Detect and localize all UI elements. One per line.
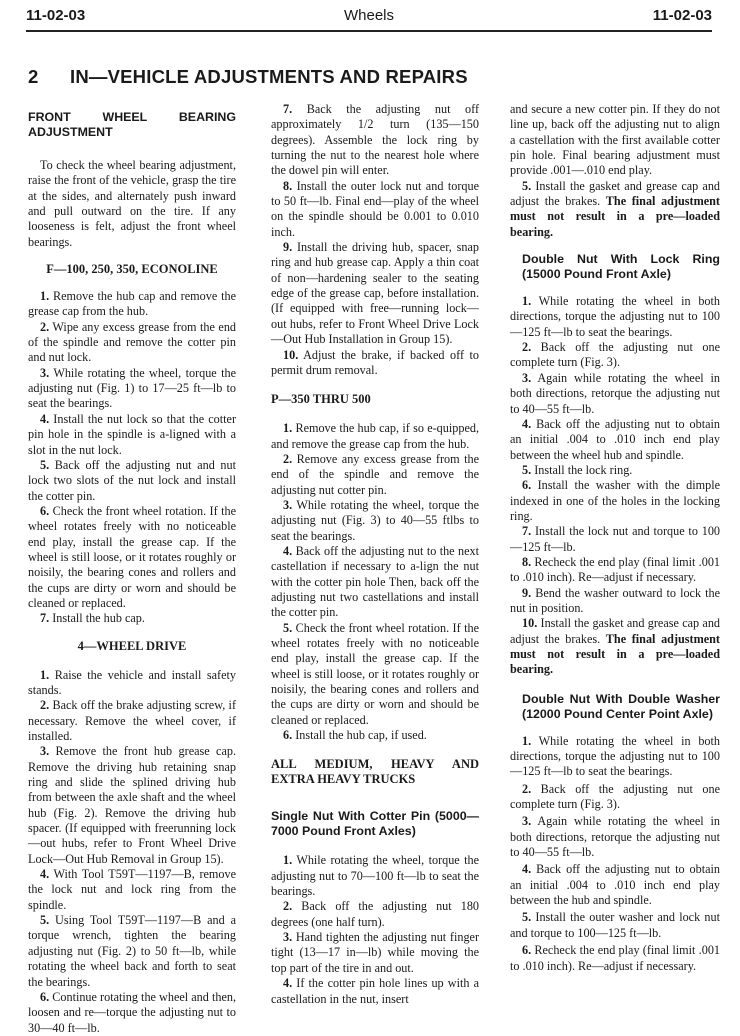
heading-p350: P—350 THRU 500: [271, 392, 371, 407]
intro-paragraph: To check the wheel bearing adjustment, raise the front of the vehicle, grasp the tire at the sides, and alternately push inward and pull outward on the tire. If any looseness is felt, adjust the front wheel bearings.: [28, 158, 236, 249]
step-number: 3.: [283, 497, 293, 512]
step-number: 7.: [40, 611, 50, 626]
step-number: 9.: [283, 240, 293, 255]
heading-4wd: 4—WHEEL DRIVE: [77, 638, 187, 653]
heading-f100: F—100, 250, 350, ECONOLINE: [46, 262, 218, 277]
section-title: IN—VEHICLE ADJUSTMENTS AND REPAIRS: [70, 66, 468, 87]
step-paragraph: [271, 853, 479, 899]
step-paragraph: [510, 862, 720, 908]
step-number: 6.: [522, 943, 532, 958]
step-paragraph: [510, 478, 720, 524]
step-text: Remove the hub cap and remove the grease cap from the hub.: [28, 289, 236, 319]
step-paragraph: [28, 867, 236, 913]
step-text: Install the outer washer and lock nut and torque to 100—125 ft—lb.: [510, 910, 721, 940]
step-number: 6.: [283, 728, 293, 743]
step-number: 7.: [283, 102, 293, 116]
step-number: 6.: [522, 478, 532, 493]
step-paragraph: [271, 899, 479, 930]
step-paragraph: [28, 611, 236, 626]
step-text: While rotating the wheel, torque the adjusting nut (Fig. 3) to 40—55 ftlbs to seat the bearings.: [271, 497, 479, 543]
step-text: Install the driving hub, spacer, snap ring and hub grease cap. Apply a thin coat of non—hardening sealer to the seating edge of the grease cap, before installation. (If equipped with free—running lock—out hubs, refer to Front Wheel Drive Lock—Out Hub Installation in Group 15).: [271, 240, 479, 347]
step-paragraph: [271, 621, 479, 728]
step-number: 4.: [40, 411, 50, 426]
step-paragraph: [271, 498, 479, 544]
step-number: 3.: [522, 370, 532, 385]
section-heading: [28, 66, 728, 88]
step-number: 2.: [283, 899, 293, 914]
step-paragraph: [510, 586, 720, 617]
step-text: Install the lock ring.: [534, 462, 633, 477]
column-1: [28, 102, 236, 1036]
step-text: Back off the adjusting nut to obtain an initial .004 to .010 inch end play between the hub and spindle.: [510, 862, 721, 908]
step-paragraph: [510, 463, 720, 478]
step-text: Install the washer with the dimple indexed in one of the holes in the locking ring.: [510, 478, 720, 523]
step-paragraph: [28, 698, 236, 744]
step-number: 2.: [522, 781, 532, 796]
double-washer-steps-list: [510, 734, 720, 974]
step-text: Back off the brake adjusting screw, if necessary. Remove the wheel cover, if installed.: [28, 698, 236, 743]
step-text: Check the front wheel rotation. If the wheel rotates freely with no noticeable end play, install the grease cap. If the wheel is still loose, or it rotates roughly or noisily, the bearing cones and rollers and the cups are dirty or worn and should be cleaned or replaced.: [28, 503, 237, 610]
step-text: Continue rotating the wheel and then, loosen and re—torque the adjusting nut to 30—40 ft—lb.: [28, 989, 236, 1035]
step-paragraph: [28, 990, 236, 1036]
step-text: While rotating the wheel, torque the adjusting nut to 70—100 ft—lb to seat the bearings.: [271, 853, 479, 899]
step-number: 5.: [283, 620, 293, 635]
step-paragraph: [510, 179, 720, 240]
step-text: Remove the front hub grease cap. Remove the driving hub retaining snap ring and slide the splined driving hub from between the axle shaft and the wheel hub (Fig. 2). Remove the driving hub spacer. (If equipped with freerunning lock—out hubs, refer to Front Wheel Drive Lock—Out Hub Removal in Group 15).: [28, 744, 237, 866]
step-paragraph: [271, 102, 479, 179]
step-text: Wipe any excess grease from the end of the spindle and remove the cotter pin and nut lock.: [28, 319, 237, 365]
step-number: 4.: [40, 867, 50, 882]
step-number: 5.: [40, 913, 50, 928]
4wd-continued-steps: [271, 102, 479, 378]
step-number: 2.: [283, 451, 293, 466]
4wd-steps-list: [28, 668, 236, 1036]
step-paragraph: [510, 340, 720, 371]
step-text: Back off the adjusting nut and nut lock two slots of the nut lock and install the cotter pin.: [28, 457, 237, 503]
heading-double-nut-double-washer: Double Nut With Double Washer (12000 Pound Center Point Axle): [522, 691, 720, 721]
step-number: 2.: [40, 698, 50, 713]
step-text: Install the hub cap.: [52, 611, 145, 626]
step-text: If the cotter pin hole lines up with a castellation in the nut, insert: [271, 976, 479, 1006]
column-2: [271, 102, 479, 1007]
step-number: 6.: [40, 503, 50, 518]
step-number: 4.: [522, 862, 532, 877]
step-number: 2.: [40, 319, 50, 334]
step-paragraph: [271, 976, 479, 1007]
step-text: Raise the vehicle and install safety stands.: [28, 667, 236, 697]
step-paragraph: [510, 814, 720, 860]
step-text: While rotating the wheel, torque the adjusting nut (Fig. 1) to 17—25 ft—lb to seat the bearings.: [28, 365, 236, 411]
step-text: Adjust the brake, if backed off to permit drum removal.: [271, 347, 479, 377]
step-number: 4.: [283, 976, 293, 991]
step-text: Hand tighten the adjusting nut finger tight (13—17 in—lb) while moving the top part of the tire in and out.: [271, 930, 480, 975]
step-text: Check the front wheel rotation. If the wheel rotates freely with no noticeable end play, install the grease cap. If the wheel is still loose, or it rotates roughly or noisily, the bearing cones and rollers and the cups are dirty or worn and should be cleaned or replaced.: [271, 620, 480, 727]
step-number: 9.: [522, 585, 532, 600]
step-text: While rotating the wheel in both directions, torque the adjusting nut to 100—125 ft—lb to seat the bearings.: [510, 294, 721, 339]
step-number: 3.: [283, 930, 293, 945]
step-text: Back the adjusting nut off approximately 1/2 turn (135—150 degrees). Assemble the lock ring by turning the nut to the nearest hole where the dowel pin will enter.: [271, 102, 480, 178]
step-text: Back off the adjusting nut to obtain an initial .004 to .010 inch end play between the wheel hub and spindle.: [510, 416, 721, 462]
step-number: 5.: [522, 178, 532, 193]
warning-text: The final adjustment must not result in a pre—loaded bearing.: [510, 194, 720, 239]
step-number: 1.: [40, 289, 50, 304]
step-number: 5.: [522, 910, 532, 925]
step-number: 10.: [283, 347, 299, 362]
page-number-right: 11-02-03: [652, 7, 712, 24]
step-text: Install the lock nut and torque to 100—125 ft—lb.: [510, 524, 721, 554]
continued-paragraph: and secure a new cotter pin. If they do not line up, back off the adjusting nut to align a castellation with the first available cotter pin hole. Final bearing adjustment must provide .001—.010 end play.: [510, 102, 720, 178]
p350-steps-list: [271, 421, 479, 743]
step-paragraph: [510, 910, 720, 941]
step-paragraph: [271, 240, 479, 347]
step-text: Recheck the end play (final limit .001 to .010 inch). Re—adjust if necessary.: [510, 943, 721, 973]
step-paragraph: [510, 943, 720, 974]
step-paragraph: [271, 179, 479, 240]
step-paragraph: [28, 289, 236, 320]
step-text: Install the nut lock so that the cotter pin hole in the spindle is a-ligned with a slot in the nut lock.: [28, 411, 237, 457]
step-text: Remove the hub cap, if so e-quipped, and remove the grease cap from the hub.: [271, 421, 479, 451]
heading-front-wheel-bearing: FRONT WHEEL BEARING ADJUSTMENT: [28, 110, 236, 139]
step-number: 5.: [40, 457, 50, 472]
step-paragraph: [271, 348, 479, 379]
step-text: Back off the adjusting nut one complete turn (Fig. 3).: [510, 340, 720, 370]
chapter-title: Wheels: [343, 7, 395, 24]
heading-double-nut-lock-ring: Double Nut With Lock Ring (15000 Pound Front Axle): [522, 252, 720, 282]
step-paragraph: [271, 728, 479, 743]
step-number: 4.: [283, 543, 293, 558]
step-paragraph: [510, 371, 720, 417]
section-number: 2: [28, 66, 39, 87]
step-text: Back off the adjusting nut one complete turn (Fig. 3).: [510, 781, 720, 812]
f100-steps-list: [28, 289, 236, 627]
step-number: 3.: [522, 814, 532, 829]
step-paragraph: [271, 544, 479, 621]
step-number: 8.: [283, 178, 293, 193]
step-text: With Tool T59T—1197—B, remove the lock nut and lock ring from the spindle.: [28, 867, 236, 912]
step-number: 3.: [40, 365, 50, 380]
step-number: 1.: [283, 421, 293, 436]
step-paragraph: [510, 294, 720, 340]
step-text: Install the hub cap, if used.: [295, 728, 427, 743]
step-paragraph: [271, 421, 479, 452]
step-paragraph: [28, 458, 236, 504]
step-paragraph: [28, 320, 236, 366]
warning-text: The final adjustment must not result in a pre—loaded bearing.: [510, 631, 720, 677]
heading-single-nut-cotter: Single Nut With Cotter Pin (5000—7000 Pound Front Axles): [271, 809, 479, 839]
step-number: 1.: [522, 294, 532, 309]
step-number: 10.: [522, 616, 538, 631]
step-number: 1.: [283, 853, 293, 868]
step-text: Again while rotating the wheel in both directions, retorque the adjusting nut to 40—55 ft—lb.: [510, 370, 720, 416]
step-text: While rotating the wheel in both directions, torque the adjusting nut to 100—125 ft—lb to seat the bearings.: [510, 733, 721, 779]
step-paragraph: [28, 504, 236, 611]
step-paragraph: [510, 734, 720, 780]
page-header: [26, 4, 712, 32]
step-paragraph: [510, 555, 720, 586]
step-paragraph: [28, 744, 236, 867]
step-text: Again while rotating the wheel in both directions, retorque the adjusting nut to 40—55 ft—lb.: [510, 814, 720, 860]
step-text: Install the gasket and grease cap and adjust the brakes.: [510, 178, 721, 209]
step-text: Remove any excess grease from the end of the spindle and remove the adjusting nut cotter pin.: [271, 451, 479, 497]
page-number-left: 11-02-03: [26, 7, 86, 24]
step-paragraph: [510, 417, 720, 463]
step-paragraph: [271, 930, 479, 976]
step-number: 4.: [522, 416, 532, 431]
step-text: Recheck the end play (final limit .001 to .010 inch). Re—adjust if necessary.: [510, 554, 721, 585]
heading-medium-heavy-trucks: ALL MEDIUM, HEAVY AND EXTRA HEAVY TRUCKS: [271, 757, 479, 787]
step-text: Bend the washer outward to lock the nut in position.: [510, 585, 720, 615]
single-nut-steps-list: [271, 853, 479, 1006]
step-paragraph: [510, 782, 720, 813]
step-text: Back off the adjusting nut to the next castellation if necessary to a-lign the nut with the cotter pin hole Then, back off the adjusting nut two castellations and install the cotter pin.: [271, 543, 479, 620]
step-text: Using Tool T59T—1197—B and a torque wrench, tighten the bearing adjusting nut (Fig. 2) to 50 ft—lb, while rotating the wheel back and forth to seat the bearings.: [28, 913, 236, 989]
step-text: Install the gasket and grease cap and adjust the brakes.: [510, 616, 721, 646]
step-paragraph: [28, 412, 236, 458]
step-number: 2.: [522, 340, 532, 355]
step-text: Back off the adjusting nut 180 degrees (one half turn).: [271, 899, 480, 929]
step-paragraph: [510, 616, 720, 677]
step-number: 7.: [522, 524, 532, 539]
step-number: 1.: [522, 733, 532, 748]
step-number: 1.: [40, 667, 50, 682]
column-3: [510, 102, 720, 974]
step-paragraph: [28, 668, 236, 699]
step-text: Install the outer lock nut and torque to 50 ft—lb. Final end—play of the wheel on the spindle should be 0.001 to 0.010 inch.: [271, 178, 479, 239]
step-paragraph: [28, 913, 236, 990]
step-paragraph: [28, 366, 236, 412]
step-number: 3.: [40, 744, 50, 759]
step-number: 5.: [522, 462, 532, 477]
lock-ring-steps-list: [510, 294, 720, 616]
step-paragraph: [271, 452, 479, 498]
step-paragraph: [510, 524, 720, 555]
step-number: 8.: [522, 554, 532, 569]
step-number: 6.: [40, 989, 50, 1004]
